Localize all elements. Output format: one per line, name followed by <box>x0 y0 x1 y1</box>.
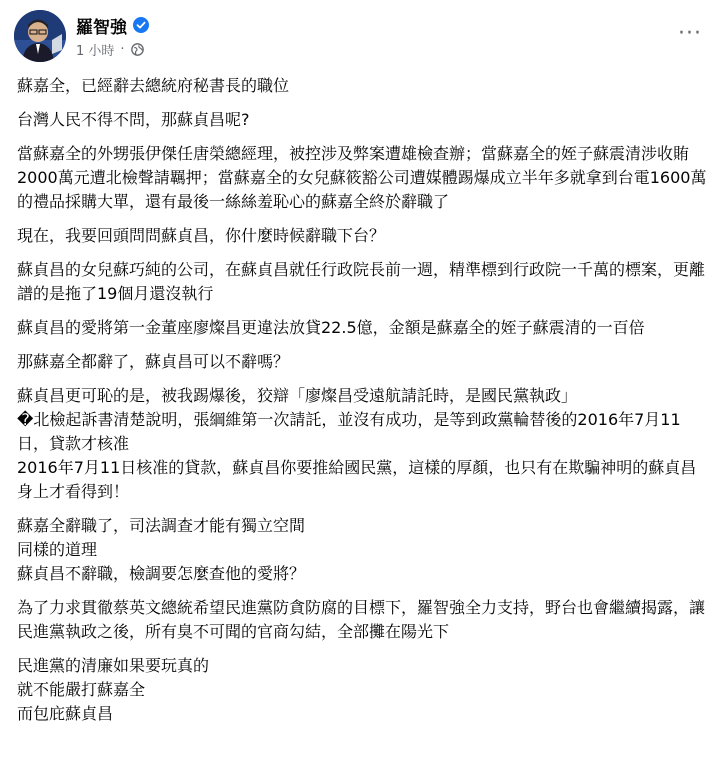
post-text-line: 當蘇嘉全的外甥張伊傑任唐榮總經理，被控涉及弊案遭雄檢查辦；當蘇嘉全的姪子蘇震清涉收賄2000萬元遭北檢聲請羈押；當蘇嘉全的女兒蘇筱豁公司遭媒體踢爆成立半年多就拿到台電1600萬的禮品採購大單，還有最後一絲絲羞恥心的蘇嘉全終於辭職了 <box>17 144 707 211</box>
post-paragraph <box>17 654 707 726</box>
post-paragraph <box>17 514 707 586</box>
author-row <box>76 14 149 36</box>
avatar-portrait-icon <box>14 10 66 62</box>
post-text-line: 而包庇蘇貞昌 <box>17 704 114 723</box>
meta-separator: · <box>120 41 125 57</box>
post-text-line: 蘇貞昌更可恥的是，被我踢爆後，狡辯「廖燦昌受遠航請託時，是國民黨執政」 <box>17 386 578 405</box>
post-text-line: 民進黨的清廉如果要玩真的 <box>17 656 210 675</box>
post-text-line: 2016年7月11日核准的貸款，蘇貞昌你要推給國民黨，這樣的厚顏，也只有在欺騙神明的蘇貞昌身上才看得到！ <box>17 458 697 501</box>
post-paragraph <box>17 108 707 132</box>
post-paragraph <box>17 596 707 644</box>
post-text-line: 為了力求貫徹蔡英文總統希望民進黨防貪防腐的目標下，羅智強全力支持，野台也會繼續揭露，讓民進黨執政之後，所有臭不可聞的官商勾結，全部攤在陽光下 <box>17 598 706 641</box>
verified-badge-icon <box>133 17 149 33</box>
post-text-line: 台灣人民不得不問，那蘇貞昌呢? <box>17 110 250 129</box>
author-name[interactable]: 羅智強 <box>76 17 127 38</box>
post-text-line: 蘇貞昌不辭職，檢調要怎麼查他的愛將？ <box>17 564 306 583</box>
post-paragraph <box>17 258 707 306</box>
post-paragraph <box>17 74 707 98</box>
post-body <box>17 74 707 736</box>
author-avatar[interactable] <box>14 10 66 62</box>
post-timestamp[interactable]: 1 小時 <box>76 43 115 59</box>
post-text-line: 那蘇嘉全都辭了，蘇貞昌可以不辭嗎？ <box>17 352 290 371</box>
post-paragraph <box>17 384 707 504</box>
post-text-line: 蘇貞昌的女兒蘇巧純的公司，在蘇貞昌就任行政院長前一週，精準標到行政院一千萬的標案，更離譜的是拖了19個月還沒執行 <box>17 260 706 303</box>
post-text-line: 蘇嘉全辭職了，司法調查才能有獨立空間 <box>17 516 306 535</box>
post-paragraph <box>17 350 707 374</box>
more-options-button[interactable] <box>672 16 708 52</box>
more-options-icon: ··· <box>678 21 702 46</box>
post-text-line: 蘇貞昌的愛將第一金董座廖燦昌更違法放貸22.5億，金額是蘇嘉全的姪子蘇震清的一百倍 <box>17 318 645 337</box>
post-text-line: 蘇嘉全，已經辭去總統府秘書長的職位 <box>17 76 290 95</box>
post-text-line: 現在，我要回頭問問蘇貞昌，你什麼時候辭職下台？ <box>17 226 386 245</box>
post-text-line: �北檢起訴書清楚說明，張綱維第一次請託，並沒有成功，是等到政黨輪替後的2016年7月11日，貸款才核准 <box>17 410 681 453</box>
post-paragraph <box>17 142 707 214</box>
globe-icon[interactable] <box>131 43 144 56</box>
post-text-line: 就不能嚴打蘇嘉全 <box>17 680 146 699</box>
post-meta <box>76 40 144 58</box>
post-paragraph <box>17 224 707 248</box>
post-paragraph <box>17 316 707 340</box>
post-header <box>14 10 708 66</box>
post-text-line: 同樣的道理 <box>17 540 98 559</box>
